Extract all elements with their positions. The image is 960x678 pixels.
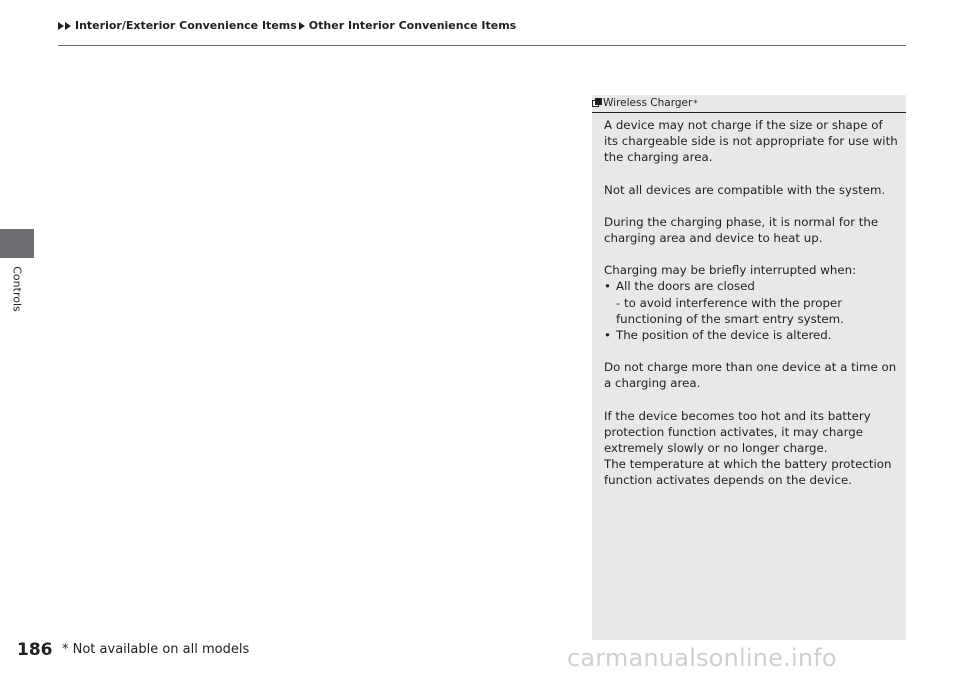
breadcrumb-arrow-icon bbox=[58, 22, 64, 30]
breadcrumb-arrow-icon bbox=[65, 22, 71, 30]
note-paragraph: Not all devices are compatible with the system. bbox=[604, 182, 886, 197]
sidebar-heading: Wireless Charger * bbox=[592, 95, 906, 113]
page-number: 186 bbox=[17, 640, 53, 660]
bullet-icon: • bbox=[604, 328, 611, 343]
reference-icon bbox=[592, 98, 602, 108]
footnote: * Not available on all models bbox=[62, 642, 250, 657]
header-divider bbox=[58, 45, 906, 46]
section-tab-label: Controls bbox=[10, 266, 24, 312]
bullet-text: The position of the device is altered. bbox=[616, 328, 832, 343]
note-paragraph: During the charging phase, it is normal for the charging area and device to heat up. bbox=[604, 214, 879, 246]
breadcrumb-level1[interactable]: Interior/Exterior Convenience Items bbox=[75, 19, 297, 32]
breadcrumb-level2[interactable]: Other Interior Convenience Items bbox=[308, 19, 517, 32]
bullet-subtext: - to avoid interference with the proper functioning of the smart entry system. bbox=[616, 295, 844, 326]
breadcrumb bbox=[58, 19, 516, 32]
note-paragraph: If the device becomes too hot and its battery protection function activates, it may charge extremely slowly or no longer charge. bbox=[604, 408, 871, 456]
note-paragraph: Do not charge more than one device at a time on a charging area. bbox=[604, 360, 897, 391]
bullet-item bbox=[604, 327, 898, 343]
sidebar-body bbox=[604, 117, 898, 489]
note-paragraph: A device may not charge if the size or shape of its chargeable side is not appropriate for use with the charging area. bbox=[604, 118, 898, 165]
bullet-icon: • bbox=[604, 279, 611, 294]
note-paragraph: Charging may be briefly interrupted when: bbox=[604, 263, 857, 278]
breadcrumb-arrow-icon bbox=[299, 22, 305, 30]
sidebar-title[interactable]: Wireless Charger bbox=[603, 97, 693, 109]
bullet-item bbox=[604, 278, 898, 294]
section-tab-marker bbox=[0, 229, 34, 258]
note-sidebar bbox=[592, 95, 906, 640]
note-paragraph: The temperature at which the battery protection function activates depends on the device. bbox=[604, 457, 892, 488]
bullet-text: All the doors are closed bbox=[616, 279, 755, 294]
watermark: carmanualsonline.info bbox=[567, 644, 837, 672]
